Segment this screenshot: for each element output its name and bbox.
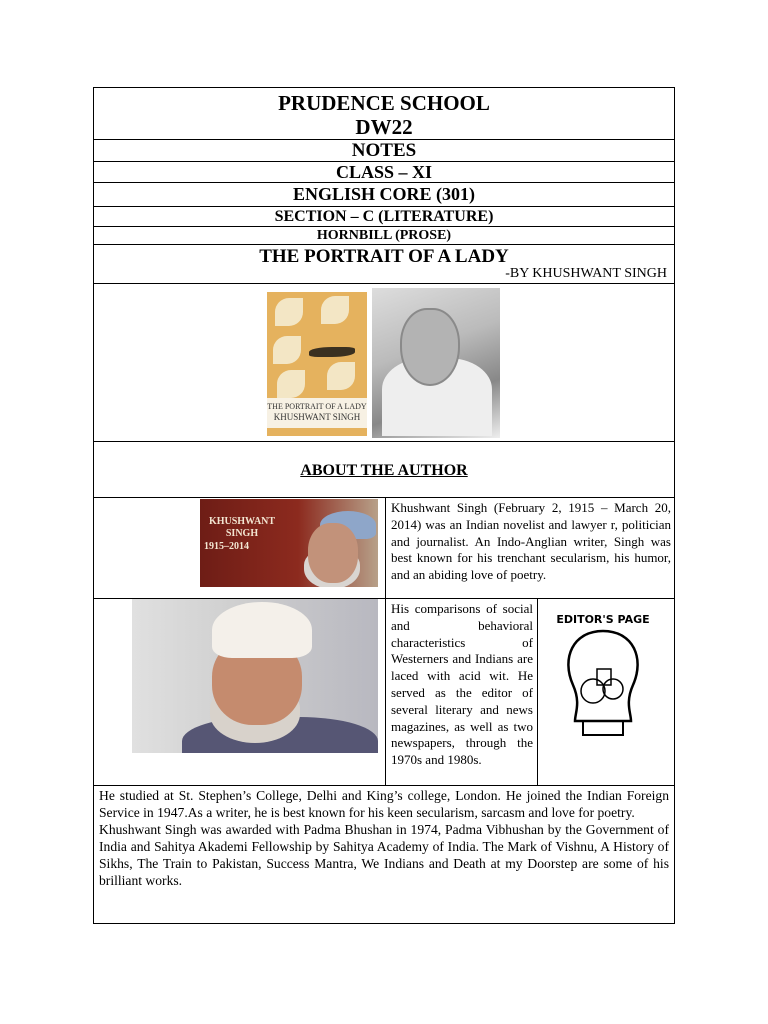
intro-image-cell [94,498,386,598]
book-heading: HORNBILL (PROSE) [94,227,674,245]
studies-paragraph: He studied at St. Stephen’s College, Delhi and King’s college, London. He joined the Indian Foreign Service in 1947.As a writer, he is best known for his keen secularism, sarcasm and love for poetry. [99,788,669,820]
subject-heading: ENGLISH CORE (301) [94,183,674,207]
class-heading: CLASS – XI [94,162,674,183]
khushwant-singh-banner-image [200,499,378,587]
images-cell [94,284,674,442]
cover-pattern-shape [327,362,355,390]
about-author-heading: ABOUT THE AUTHOR [300,462,468,479]
cover-pattern-shape [275,298,303,326]
cover-pattern-shape [273,336,301,364]
comparisons-row [94,599,674,786]
about-heading-cell [94,442,674,498]
notes-table [93,87,675,924]
intro-row [94,498,674,599]
portrait-face [400,308,460,386]
notes-heading: NOTES [94,140,674,162]
photo-cell [94,599,386,785]
chapter-title: THE PORTRAIT OF A LADY [259,246,509,267]
bird-icon [309,347,355,357]
editors-page-bulb-icon [553,603,653,743]
khushwant-singh-photo [132,599,378,753]
banner-face [308,523,358,583]
comparisons-text: His comparisons of social and behavioral characteristics of Westerners and Indians are laced with acid wit. He served as the editor of several literary and news magazines, as well as two newspapers, through the 1970s and 1980s. [386,599,538,785]
editor-page-cell [538,599,674,785]
title-cell [94,245,674,284]
study-and-awards-cell [94,786,674,923]
cover-pattern-shape [277,370,305,398]
awards-paragraph: Khushwant Singh was awarded with Padma Bhushan in 1974, Padma Vibhushan by the Government of India and Sahitya Akademi Fellowship by Sahitya Academy of India. The Mark of Vishnu, A History of Sikhs, The Train to Pakistan, Success Mantra, We Indians and Death at my Doorstep are some of his brilliant works. [99,822,669,888]
section-heading: SECTION – C (LITERATURE) [94,207,674,227]
cover-pattern-shape [321,296,349,324]
cover-author: KHUSHWANT SINGH [273,412,361,422]
cover-title: THE PORTRAIT OF A LADY [267,402,367,411]
old-lady-portrait-image [372,288,500,438]
cover-label [267,398,367,428]
banner-years: 1915–2014 [204,541,249,552]
intro-text: Khushwant Singh (February 2, 1915 – March 20, 2014) was an Indian novelist and lawyer r, politician and journalist. An Indo-Anglian writer, Singh was best known for his trenchant secularism, his humor, and an abiding love of poetry. [391,500,671,583]
book-cover-image [267,292,367,436]
school-name: PRUDENCE SCHOOL [278,91,490,115]
editors-page-sign: EDITOR'S PAGE [556,613,650,626]
author-byline: -BY KHUSHWANT SINGH [505,266,667,281]
banner-name: KHUSHWANT SINGH [208,516,276,539]
school-header-cell [94,88,674,140]
photo-turban [212,602,312,658]
school-code: DW22 [355,115,413,139]
